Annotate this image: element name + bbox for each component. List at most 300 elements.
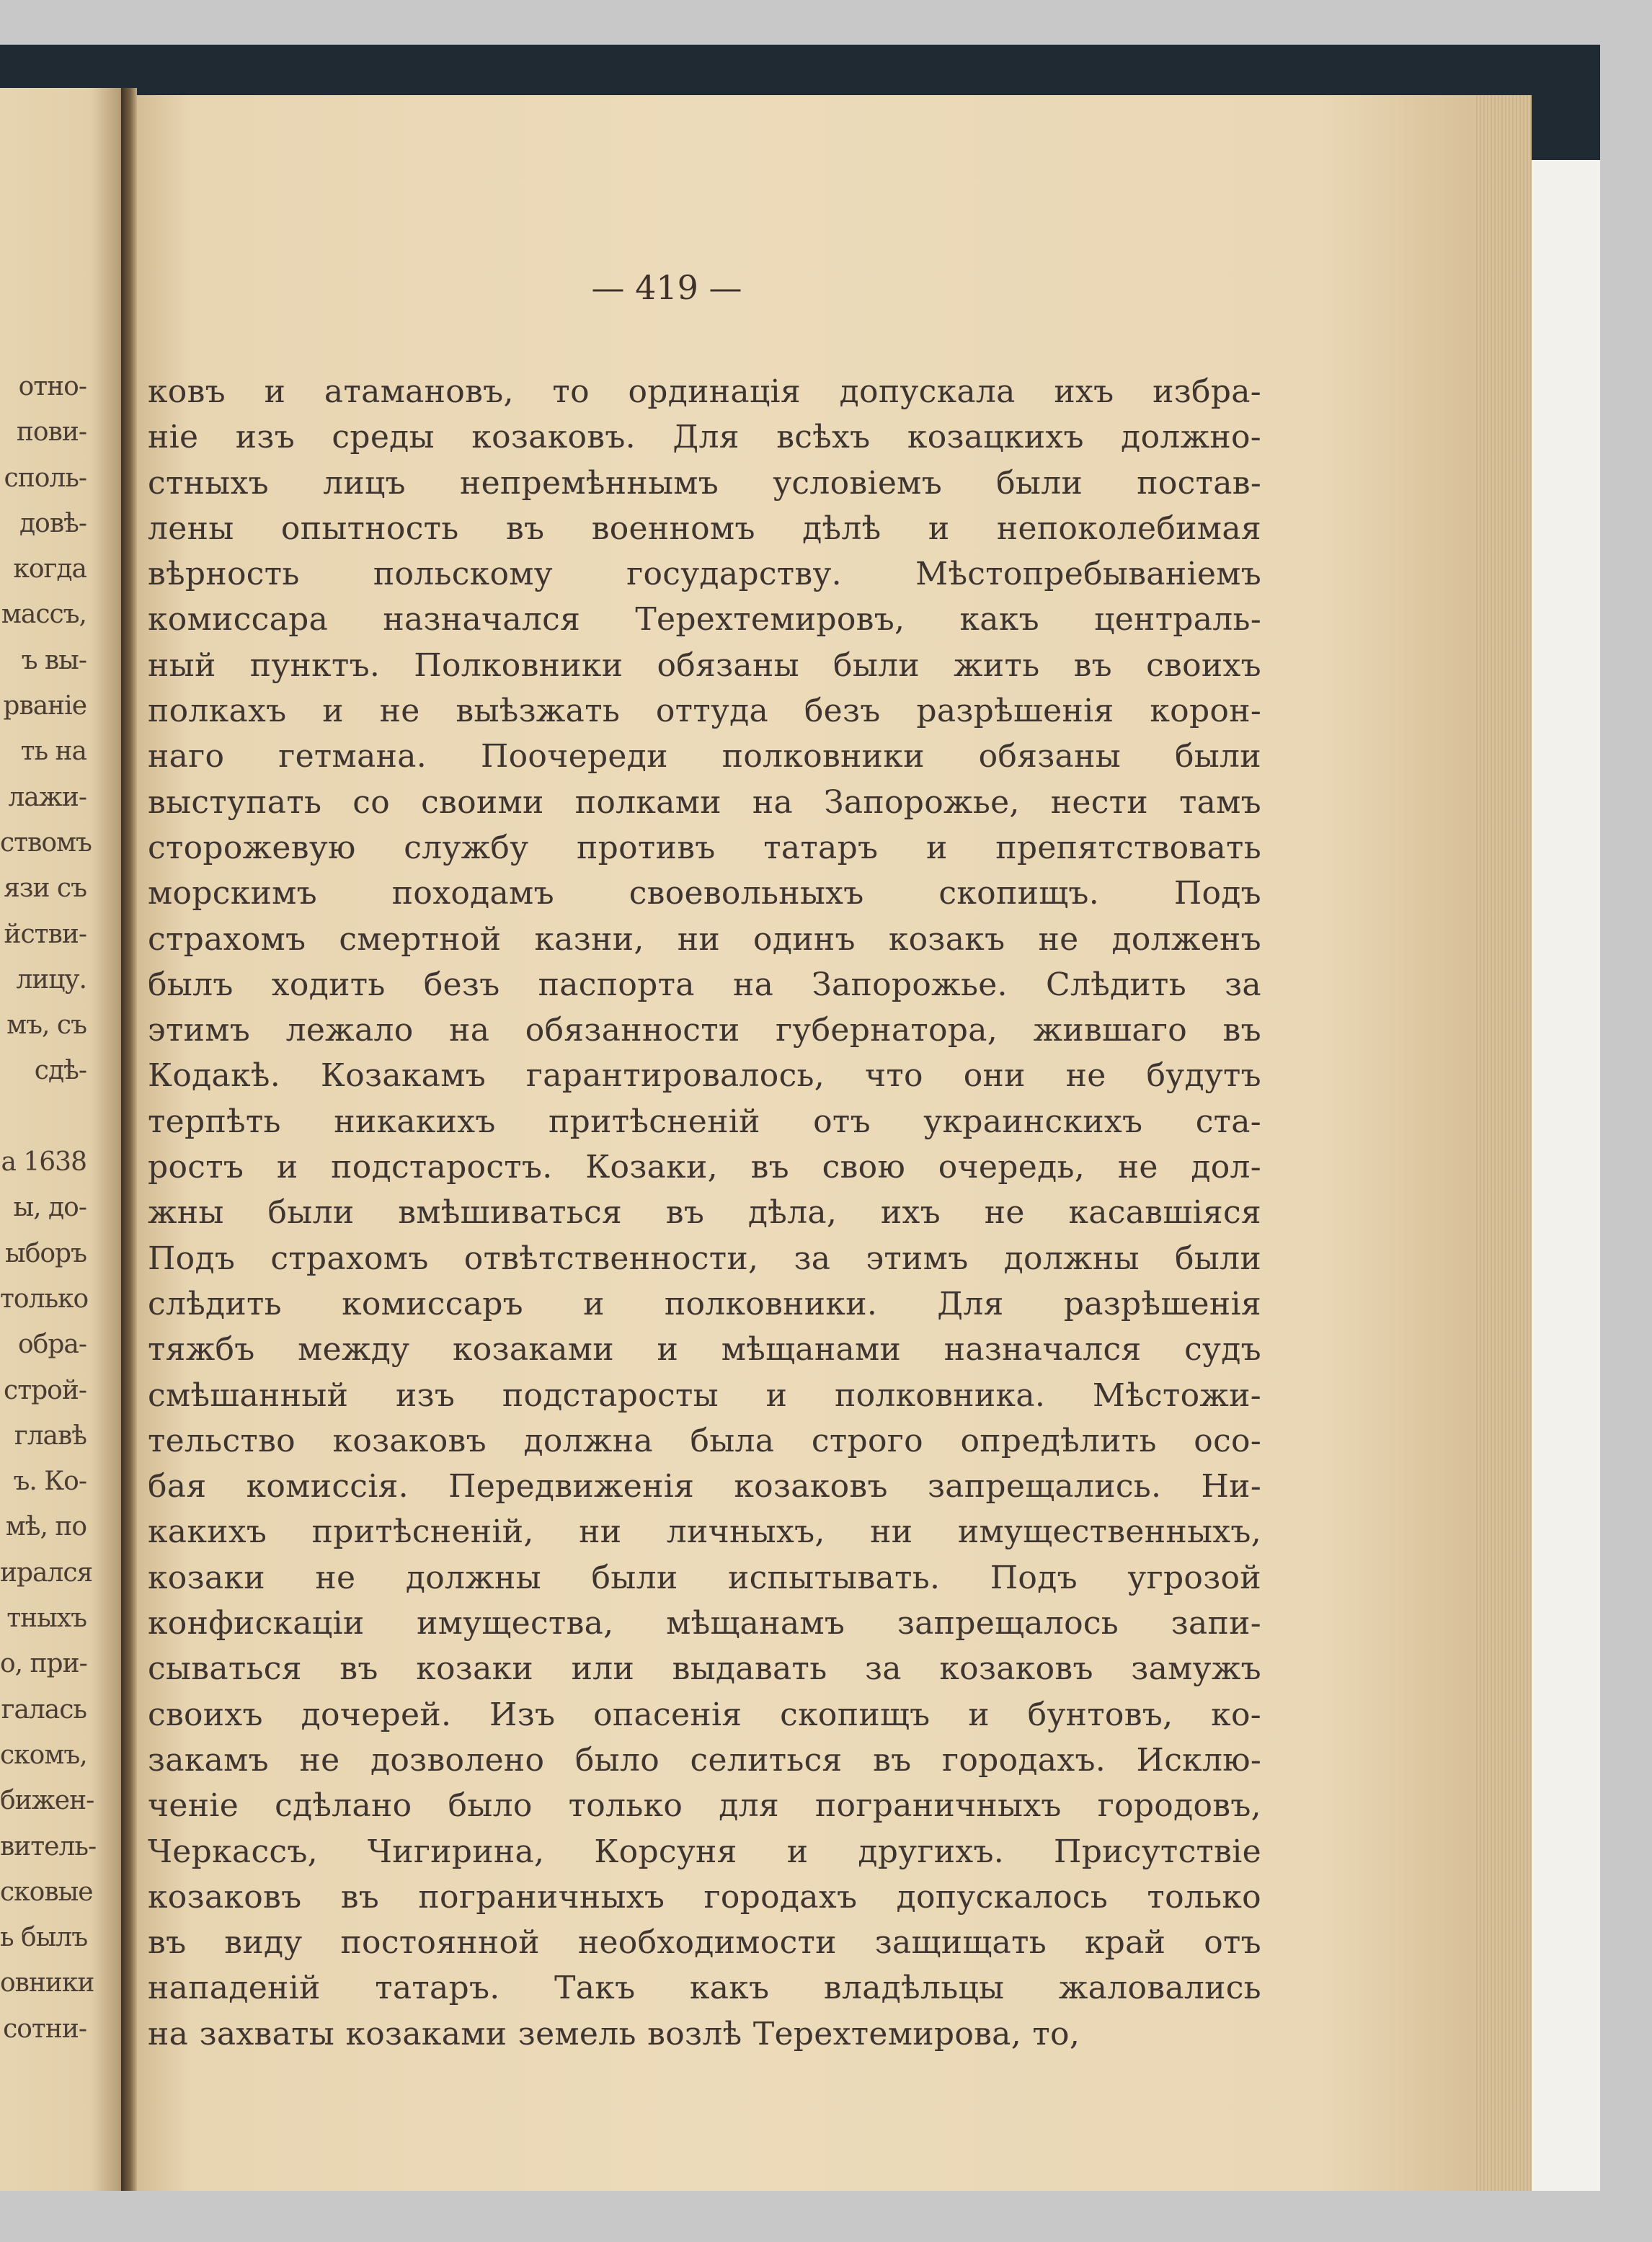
- word: притѣсненій,: [311, 1513, 534, 1551]
- word: отъ: [1204, 1924, 1261, 1962]
- word: Корсуня: [594, 1833, 737, 1870]
- text-line: [148, 1738, 1261, 1783]
- word: противъ: [577, 829, 716, 866]
- word: то,: [1032, 2015, 1080, 2052]
- left-page-fragment: ь былъ: [0, 1923, 88, 1953]
- word: полками: [574, 783, 721, 821]
- text-line: [148, 369, 1261, 414]
- word: то: [552, 373, 590, 410]
- word: страхомъ: [148, 920, 306, 958]
- word: виду: [224, 1924, 303, 1962]
- word: дѣлѣ: [802, 510, 881, 547]
- word: Исклю-: [1136, 1741, 1261, 1779]
- word: козаковъ: [939, 1650, 1093, 1688]
- text-line: [148, 1373, 1261, 1418]
- word: польскому: [373, 556, 553, 593]
- word: татаръ: [763, 829, 879, 866]
- left-page-text-fragments: [0, 364, 97, 2052]
- word: въ: [148, 1924, 187, 1962]
- word: ходить: [271, 966, 386, 1003]
- word: козаки: [416, 1650, 534, 1688]
- word: только: [1147, 1878, 1261, 1916]
- word: опасенія: [593, 1696, 742, 1733]
- word: въ: [873, 1741, 912, 1779]
- text-line: [148, 1509, 1261, 1554]
- word: подстаросты: [502, 1376, 719, 1414]
- word: и: [583, 1285, 605, 1322]
- word: селиться: [690, 1741, 843, 1779]
- word: осо-: [1194, 1422, 1261, 1459]
- word: конфискаціи: [148, 1605, 365, 1642]
- word: Полковники: [414, 646, 623, 684]
- word: лицъ: [323, 464, 406, 502]
- word: избра-: [1153, 373, 1261, 410]
- word: Подъ: [990, 1559, 1078, 1596]
- word: обязаны: [978, 738, 1122, 775]
- word: городахъ.: [942, 1741, 1106, 1779]
- left-page-fragment: мѣ, по: [5, 1512, 86, 1542]
- word: въ: [340, 1878, 380, 1916]
- text-line: [148, 414, 1261, 460]
- word: разрѣшенія: [1063, 1285, 1261, 1322]
- word: опредѣлить: [960, 1422, 1157, 1459]
- word: стныхъ: [148, 464, 269, 502]
- word: жить: [954, 646, 1040, 684]
- word: Чигирина,: [367, 1833, 545, 1870]
- word: назначался: [943, 1331, 1142, 1369]
- word: свою: [822, 1149, 906, 1186]
- word: притѣсненій: [549, 1103, 760, 1140]
- word: подстаростъ.: [331, 1149, 553, 1186]
- word: вмѣшиваться: [398, 1194, 622, 1232]
- word: безъ: [804, 693, 881, 730]
- text-line: [148, 1601, 1261, 1646]
- word: походамъ: [391, 875, 554, 912]
- word: Слѣдить: [1045, 966, 1186, 1003]
- word: другихъ.: [858, 1833, 1005, 1870]
- word: сдѣлано: [275, 1787, 412, 1825]
- word: запрещались.: [927, 1468, 1162, 1505]
- left-page-fragment: ъ. Ко-: [13, 1467, 86, 1497]
- text-line: [148, 1965, 1261, 2011]
- word: ни: [579, 1513, 622, 1551]
- word: край: [1084, 1924, 1166, 1962]
- word: нападеній: [148, 1970, 321, 2007]
- word: пограничныхъ: [814, 1787, 1062, 1825]
- word: атамановъ,: [324, 373, 514, 410]
- word: Подъ: [148, 1240, 236, 1277]
- word: въ: [1222, 1012, 1261, 1049]
- word: были: [267, 1194, 355, 1232]
- word: какъ: [959, 601, 1039, 639]
- word: Запорожье,: [824, 783, 1020, 821]
- word: военномъ: [591, 510, 755, 547]
- word: ни: [677, 920, 720, 958]
- word: на: [752, 783, 794, 821]
- word: была: [690, 1422, 775, 1459]
- word: закамъ: [148, 1741, 269, 1779]
- word: изъ: [395, 1376, 456, 1414]
- word: жны: [148, 1194, 224, 1232]
- word: комиссаръ: [342, 1285, 523, 1322]
- word: нести: [1050, 783, 1148, 821]
- word: и: [322, 693, 344, 730]
- word: ни: [870, 1513, 913, 1551]
- word: владѣльцы: [823, 1970, 1005, 2007]
- text-line: [148, 1190, 1261, 1235]
- word: были: [1174, 1240, 1261, 1277]
- word: были: [833, 646, 920, 684]
- word: тамъ: [1178, 783, 1261, 821]
- word: полковники: [721, 738, 925, 775]
- text-line: [148, 551, 1261, 597]
- word: ихъ: [1054, 373, 1114, 410]
- word: и: [276, 1149, 298, 1186]
- left-page-fragment: тныхъ: [6, 1603, 86, 1634]
- word: Козаки,: [585, 1149, 718, 1186]
- word: Мѣстопребываніемъ: [915, 556, 1261, 593]
- word: службу: [404, 829, 529, 866]
- word: долженъ: [1111, 920, 1261, 958]
- word: козаковъ: [148, 1878, 302, 1916]
- word: одинъ: [753, 920, 856, 958]
- word: какихъ: [148, 1513, 267, 1551]
- page-number: — 419 —: [591, 268, 742, 307]
- text-line: [148, 1874, 1261, 1920]
- text-line: [148, 1646, 1261, 1691]
- word: оттуда: [655, 693, 769, 730]
- word: для: [719, 1787, 779, 1825]
- word: въ: [665, 1194, 705, 1232]
- left-page-fragment: бижен-: [0, 1786, 94, 1816]
- word: паспорта: [538, 966, 695, 1003]
- word: не: [315, 1559, 356, 1596]
- word: этимъ: [148, 1012, 251, 1049]
- word: полкахъ: [148, 693, 287, 730]
- word: испытывать.: [727, 1559, 941, 1596]
- word: назначался: [383, 601, 581, 639]
- word: ніе: [148, 419, 199, 456]
- word: гетмана.: [278, 738, 427, 775]
- text-line: [148, 1418, 1261, 1464]
- word: въ: [1073, 646, 1112, 684]
- text-line: [148, 1327, 1261, 1372]
- left-page-fragment: когда: [13, 554, 86, 584]
- text-line: [148, 1053, 1261, 1098]
- word: между: [298, 1331, 410, 1369]
- word: и: [786, 1833, 809, 1870]
- text-line: [148, 1692, 1261, 1738]
- text-line: [148, 2011, 1261, 2057]
- word: судъ: [1184, 1331, 1261, 1369]
- text-line: [148, 643, 1261, 688]
- word: и: [264, 373, 286, 410]
- left-page-fragment: сдѣ-: [34, 1056, 86, 1086]
- left-page-fragment: ирался: [0, 1557, 93, 1588]
- word: гарантировалось,: [525, 1057, 825, 1095]
- word: личныхъ,: [666, 1513, 825, 1551]
- word: морскимъ: [148, 875, 317, 912]
- text-line: [148, 1555, 1261, 1601]
- word: земель: [518, 2015, 636, 2052]
- text-line: [148, 780, 1261, 825]
- word: и: [968, 1696, 990, 1733]
- word: своихъ: [148, 1696, 263, 1733]
- left-page-fragment: споль-: [4, 463, 86, 493]
- word: имущества,: [417, 1605, 614, 1642]
- word: ста-: [1195, 1103, 1261, 1140]
- word: полковники.: [664, 1285, 878, 1322]
- word: пунктъ.: [249, 646, 381, 684]
- word: со: [352, 783, 391, 821]
- word: не: [1038, 920, 1079, 958]
- word: Запорожье.: [812, 966, 1008, 1003]
- left-page: [0, 88, 130, 2191]
- word: полковника.: [834, 1376, 1046, 1414]
- word: не: [379, 693, 420, 730]
- word: дѣла,: [747, 1194, 838, 1232]
- word: должны: [405, 1559, 541, 1596]
- word: въ: [339, 1650, 378, 1688]
- word: постоянной: [340, 1924, 540, 1962]
- word: опытность: [280, 510, 459, 547]
- word: или: [571, 1650, 635, 1688]
- word: должно-: [1121, 419, 1261, 456]
- text-line: [148, 1099, 1261, 1144]
- background-paper-strip: [1532, 160, 1600, 2191]
- word: тельство: [148, 1422, 296, 1459]
- word: козаками: [345, 2015, 507, 2052]
- word: угрозой: [1127, 1559, 1261, 1596]
- word: строго: [811, 1422, 923, 1459]
- word: скопищъ: [780, 1696, 931, 1733]
- word: этимъ: [866, 1240, 969, 1277]
- left-page-fragment: рваніе: [3, 691, 86, 721]
- word: своихъ: [1146, 646, 1261, 684]
- text-line: [148, 1464, 1261, 1509]
- word: за: [794, 1240, 831, 1277]
- word: и: [657, 1331, 679, 1369]
- word: ростъ: [148, 1149, 244, 1186]
- word: было: [574, 1741, 660, 1779]
- word: и: [925, 829, 948, 866]
- text-line: [148, 1144, 1261, 1190]
- word: пограничныхъ: [418, 1878, 665, 1916]
- left-page-fragment: язи съ: [4, 873, 86, 904]
- word: Присутствіе: [1054, 1833, 1261, 1870]
- word: бунтовъ,: [1027, 1696, 1173, 1733]
- left-page-fragment: витель-: [0, 1831, 97, 1861]
- text-line: [148, 1783, 1261, 1828]
- word: не: [1065, 1057, 1106, 1095]
- word: очередь,: [938, 1149, 1085, 1186]
- word: козаки: [148, 1559, 265, 1596]
- word: ихъ: [880, 1194, 941, 1232]
- left-page-fragment: йстви-: [4, 919, 86, 949]
- word: комиссара: [148, 601, 329, 639]
- word: защищать: [874, 1924, 1047, 1962]
- word: выѣзжать: [456, 693, 621, 730]
- word: будутъ: [1146, 1057, 1261, 1095]
- left-page-fragment: ствомъ: [0, 827, 92, 858]
- left-page-fragment: галась: [1, 1694, 86, 1725]
- word: условіемъ: [773, 464, 942, 502]
- word: Терехтемирова,: [752, 2015, 1021, 2052]
- word: Терехтемировъ,: [635, 601, 905, 639]
- word: ковъ: [148, 373, 226, 410]
- word: ный: [148, 646, 216, 684]
- word: козаковъ: [332, 1422, 487, 1459]
- word: отвѣтственности,: [463, 1240, 759, 1277]
- word: обязанности: [525, 1012, 740, 1049]
- word: на: [148, 2015, 189, 2052]
- word: какъ: [689, 1970, 770, 2007]
- word: козаковъ.: [471, 419, 636, 456]
- left-page-fragment: лицу.: [16, 964, 86, 995]
- word: не: [984, 1194, 1025, 1232]
- left-page-fragment: скомъ,: [0, 1740, 87, 1770]
- left-page-fragment: ы, до-: [13, 1193, 86, 1223]
- word: вѣрность: [148, 556, 300, 593]
- word: Передвиженія: [448, 1468, 695, 1505]
- word: среды: [332, 419, 435, 456]
- left-page-fragment: пови-: [16, 417, 86, 448]
- left-page-fragment: массъ,: [1, 600, 86, 630]
- word: дочерей.: [301, 1696, 452, 1733]
- word: запрещалось: [897, 1605, 1119, 1642]
- word: не: [1117, 1149, 1158, 1186]
- word: разрѣшенія: [916, 693, 1114, 730]
- left-page-fragment: ъ вы-: [21, 645, 86, 675]
- word: городовъ,: [1097, 1787, 1261, 1825]
- word: выдавать: [672, 1650, 827, 1688]
- word: должна: [523, 1422, 653, 1459]
- word: лены: [148, 510, 234, 547]
- left-page-fragment: обра-: [17, 1330, 86, 1360]
- text-line: [148, 1829, 1261, 1874]
- word: тяжбъ: [148, 1331, 255, 1369]
- left-page-fragment: лажи-: [8, 782, 86, 812]
- text-line: [148, 1007, 1261, 1053]
- word: Ни-: [1201, 1468, 1261, 1505]
- word: слѣдить: [148, 1285, 282, 1322]
- left-page-fragment: ыборъ: [5, 1238, 86, 1268]
- word: возлѣ: [647, 2015, 742, 2052]
- word: дозволено: [370, 1741, 545, 1779]
- word: лежало: [285, 1012, 414, 1049]
- word: никакихъ: [334, 1103, 496, 1140]
- word: козацкихъ: [907, 419, 1084, 456]
- word: Подъ: [1173, 875, 1261, 912]
- word: Поочереди: [480, 738, 668, 775]
- left-page-fragment: овники: [0, 1968, 94, 1998]
- word: губернатора,: [776, 1012, 998, 1049]
- text-line: [148, 734, 1261, 779]
- word: бая: [148, 1468, 207, 1505]
- word: на: [732, 966, 774, 1003]
- word: было: [448, 1787, 533, 1825]
- word: ченіе: [148, 1787, 239, 1825]
- word: козаковъ: [734, 1468, 888, 1505]
- word: непоколебимая: [996, 510, 1261, 547]
- word: былъ: [148, 966, 234, 1003]
- word: были: [1174, 738, 1261, 775]
- word: допускалось: [896, 1878, 1109, 1916]
- word: должны: [1003, 1240, 1140, 1277]
- word: не: [299, 1741, 340, 1779]
- word: сываться: [148, 1650, 302, 1688]
- word: непремѣннымъ: [459, 464, 719, 502]
- word: изъ: [235, 419, 295, 456]
- text-line: [148, 1281, 1261, 1327]
- word: въ: [750, 1149, 789, 1186]
- word: безъ: [423, 966, 500, 1003]
- word: только: [568, 1787, 683, 1825]
- word: Для: [937, 1285, 1004, 1322]
- text-line: [148, 825, 1261, 871]
- left-page-fragment: только: [0, 1284, 89, 1314]
- word: что: [864, 1057, 923, 1095]
- word: Мѣстожи-: [1092, 1376, 1261, 1414]
- left-page-fragment: а 1638: [1, 1147, 86, 1178]
- text-line: [148, 688, 1261, 734]
- left-page-fragment: довѣ-: [19, 508, 86, 538]
- left-page-fragment: отно-: [18, 372, 86, 401]
- word: Такъ: [554, 1970, 636, 2007]
- word: Кодакѣ.: [148, 1057, 280, 1095]
- word: обязаны: [657, 646, 799, 684]
- word: комиссія.: [246, 1468, 409, 1505]
- word: на: [449, 1012, 490, 1049]
- right-page: [133, 95, 1532, 2191]
- text-line: [148, 962, 1261, 1007]
- word: касавшіяся: [1068, 1194, 1261, 1232]
- word: корон-: [1150, 693, 1261, 730]
- word: татаръ.: [375, 1970, 500, 2007]
- word: городахъ: [703, 1878, 858, 1916]
- word: смѣшанный: [148, 1376, 349, 1414]
- word: терпѣть: [148, 1103, 281, 1140]
- text-line: [148, 871, 1261, 916]
- scanned-book-spread: [0, 45, 1600, 2191]
- text-line: [148, 1236, 1261, 1281]
- word: за: [1225, 966, 1261, 1003]
- left-page-fragment: [0, 1094, 86, 1139]
- body-text: [148, 369, 1261, 2057]
- word: страхомъ: [270, 1240, 429, 1277]
- left-page-fragment: сотни-: [3, 2014, 86, 2044]
- word: своевольныхъ: [629, 875, 864, 912]
- word: въ: [505, 510, 545, 547]
- word: сторожевую: [148, 829, 356, 866]
- word: ко-: [1211, 1696, 1261, 1733]
- book-gutter: [121, 88, 137, 2191]
- word: козаками: [452, 1331, 614, 1369]
- page-edges: [1474, 95, 1532, 2191]
- word: имущественныхъ,: [957, 1513, 1261, 1551]
- word: Черкассъ,: [148, 1833, 318, 1870]
- left-page-fragment: строй-: [4, 1375, 86, 1405]
- word: государству.: [626, 556, 842, 593]
- word: Козакамъ: [320, 1057, 487, 1095]
- word: козакъ: [888, 920, 1005, 958]
- word: ординація: [628, 373, 801, 410]
- word: постав-: [1137, 464, 1261, 502]
- word: и: [765, 1376, 788, 1414]
- word: замужъ: [1131, 1650, 1261, 1688]
- word: скопищъ.: [938, 875, 1099, 912]
- left-page-fragment: ть на: [20, 737, 86, 767]
